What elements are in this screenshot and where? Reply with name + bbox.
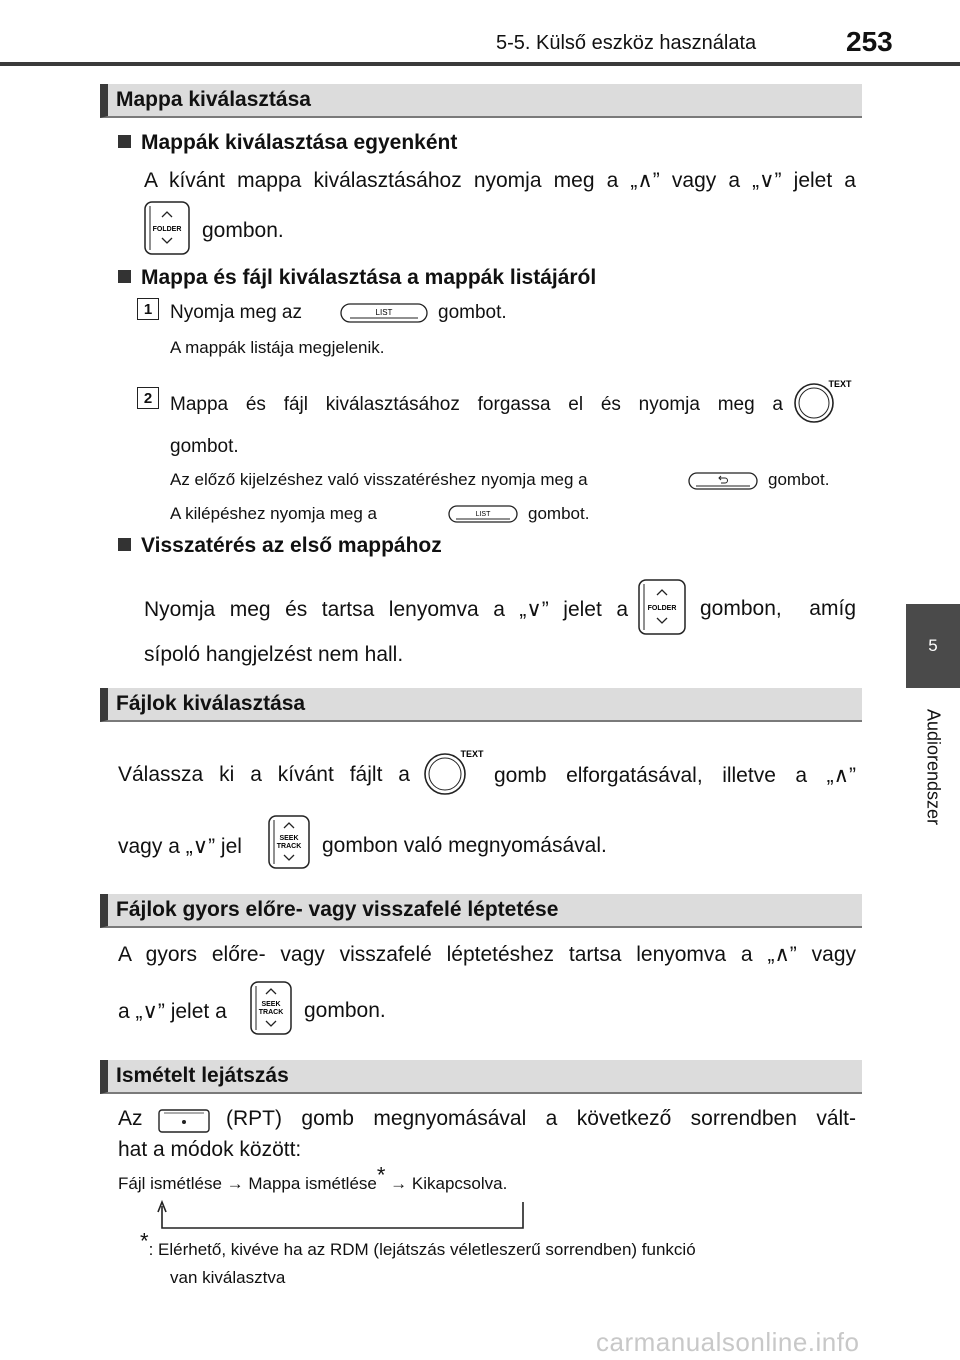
paragraph-line: gombon, amíg	[700, 597, 856, 620]
paragraph-line: hat a módok között:	[118, 1138, 302, 1161]
folder-label: FOLDER	[647, 605, 677, 612]
paragraph-line: gomb elforgatásával, illetve a „∧”	[494, 764, 856, 787]
folder-button-icon	[636, 578, 688, 636]
paragraph-line: Válassza ki a kívánt fájlt a	[118, 763, 410, 786]
repeat-sequence	[118, 1162, 508, 1194]
list-button-icon	[448, 504, 518, 524]
seek-track-button-icon	[248, 980, 294, 1036]
chapter-tab	[906, 604, 960, 688]
bullet-square-icon	[118, 270, 131, 283]
sequence-text: → Kikapcsolva.	[385, 1174, 508, 1193]
paragraph-line: vagy a „∨” jel	[118, 835, 242, 858]
back-button-icon	[688, 471, 758, 491]
paragraph-line: A kívánt mappa kiválasztásához nyomja meg a „∧” vagy a „∨” jelet a	[144, 169, 856, 192]
track-label: TRACK	[276, 843, 302, 850]
section-heading-fast-forward: Fájlok gyors előre- vagy visszafelé léptetése	[100, 894, 862, 928]
paragraph-line: (RPT) gomb megnyomásával a következő sorrendben vált-	[226, 1107, 856, 1130]
track-label: TRACK	[258, 1009, 284, 1016]
step2-text-line2: gombot.	[170, 436, 239, 457]
note-back-pre: Az előző kijelzéshez való visszatéréshez nyomja meg a	[170, 470, 588, 489]
bullet-square-icon	[118, 135, 131, 148]
text-label: TEXT	[828, 379, 852, 389]
header-rule	[0, 62, 960, 66]
note-back-post: gombot.	[768, 470, 830, 489]
footnote-text-line2: van kiválasztva	[170, 1268, 286, 1287]
sequence-text: Fájl ismétlése → Mappa ismétlése	[118, 1174, 377, 1193]
note-exit-post: gombot.	[528, 504, 590, 523]
step1-text-pre: Nyomja meg az	[170, 302, 302, 323]
list-label: LIST	[475, 511, 491, 518]
subheading-folder-list	[118, 266, 596, 290]
subheading-first-folder	[118, 534, 442, 558]
subheading-folder-one-by-one	[118, 131, 457, 155]
chapter-label	[906, 692, 960, 842]
watermark: carmanualsonline.info	[596, 1327, 860, 1357]
subheading-text: Mappák kiválasztása egyenként	[141, 131, 458, 154]
step2-text-line1: Mappa és fájl kiválasztásához forgassa el és nyomja meg a	[170, 394, 783, 415]
text-knob-icon	[420, 746, 486, 798]
chapter-label-text: Audiorendszer	[923, 708, 944, 826]
cycle-arrow-icon	[150, 1198, 540, 1234]
folder-label: FOLDER	[152, 226, 182, 233]
list-button-icon	[340, 302, 428, 324]
seek-track-button-icon	[266, 814, 312, 870]
section-heading-file-select: Fájlok kiválasztása	[100, 688, 862, 722]
section-heading-repeat: Ismételt lejátszás	[100, 1060, 862, 1094]
paragraph-line: gombon.	[304, 999, 386, 1022]
seek-label: SEEK	[261, 1001, 281, 1008]
step-number-2: 2	[137, 387, 159, 409]
seek-label: SEEK	[279, 835, 299, 842]
folder-button-icon	[142, 200, 192, 256]
paragraph-line: Nyomja meg és tartsa lenyomva a „∨” jelet a	[144, 598, 628, 621]
paragraph-line: gombon.	[202, 219, 284, 242]
section-heading-folder-select: Mappa kiválasztása	[100, 84, 862, 118]
rpt-button-icon	[158, 1108, 210, 1134]
footnote	[140, 1228, 696, 1260]
paragraph-line: gombon való megnyomásával.	[322, 834, 607, 857]
text-label: TEXT	[460, 749, 484, 759]
paragraph-line: Az	[118, 1107, 143, 1130]
list-label: LIST	[375, 308, 393, 317]
footnote-marker: *	[140, 1228, 149, 1254]
chapter-number: 5	[928, 636, 938, 655]
note-exit-pre: A kilépéshez nyomja meg a	[170, 504, 377, 523]
bullet-square-icon	[118, 538, 131, 551]
paragraph-line: sípoló hangjelzést nem hall.	[144, 643, 404, 666]
header-section-title: 5-5. Külső eszköz használata	[496, 32, 757, 54]
paragraph-line: A gyors előre- vagy visszafelé léptetéshez tartsa lenyomva a „∧” vagy	[118, 943, 856, 966]
step1-note: A mappák listája megjelenik.	[170, 338, 385, 357]
step1-text-post: gombot.	[438, 302, 507, 323]
footnote-marker: *	[376, 1162, 386, 1188]
subheading-text: Mappa és fájl kiválasztása a mappák listájáról	[141, 266, 597, 289]
text-knob-icon	[790, 376, 854, 426]
step-number-1: 1	[137, 298, 159, 320]
page-number: 253	[846, 26, 893, 57]
paragraph-line: a „∨” jelet a	[118, 1000, 227, 1023]
footnote-text: : Elérhető, kivéve ha az RDM (lejátszás véletleszerű sorrendben) funkció	[148, 1240, 696, 1259]
subheading-text: Visszatérés az első mappához	[141, 534, 442, 557]
